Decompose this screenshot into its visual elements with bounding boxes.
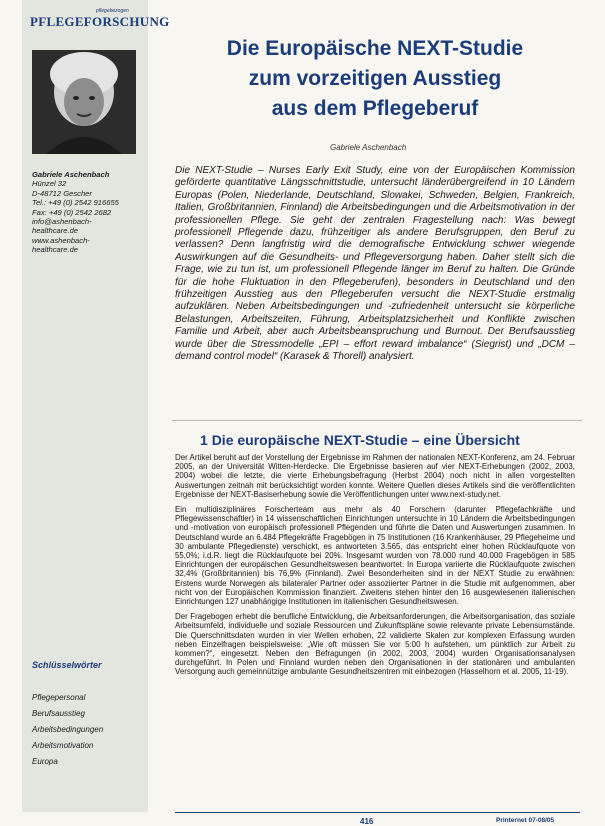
section-title: Die europäische NEXT-Studie – eine Übersicht	[211, 432, 520, 448]
footer-rule	[175, 812, 580, 813]
keyword-item: Arbeitsmotivation	[32, 741, 94, 750]
keywords-heading: Schlüsselwörter	[32, 660, 102, 670]
abstract: Die NEXT-Studie – Nurses Early Exit Study, eine von der Europäischen Kommission geförderte quantitative Längsschnittstudie, untersucht länderübergreifend in 10 Ländern Europas (Polen, Niederlande, Deutschland, Slowakei, Schweden, Belgien, Frankreich, Italien, Großbritannien, Finnland) die Arbeitsbedingungen und die Arbeitsmotivation in der professionellen Pflege. Sie geht der zentralen Fragestellung nach: Was bewegt professionell Pflegende dazu, frühzeitiger als andere Berufsgruppen, den Beruf zu verlassen? Denn langfristig wird die demografische Entwicklung schwer wiegende Auswirkungen auf die Gesundheits- und Pflegeversorgung haben. Daher stellt sich die Frage, wie zu tun ist, um professionell Pflegende länger im Beruf zu halten. Die Gründe für die hohe Fluktuation in den Pflegeberufen), besonders in Deutschland und den frühzeitigen Ausstieg aus den Pflegeberufen versucht die NEXT-Studie erstmalig aufzuklären. Neben Arbeitsbedingungen und -zufriedenheit untersucht sie körperliche Belastungen, Arbeitszeiten, Führung, Arbeitsplatzsicherheit und Konflikte zwischen Familie und Arbeit, aber auch Arbeitsbeanspruchung und Burnout. Der Berufsausstieg wurde über die Stressmodelle „EPI – effort reward imbalance“ (Siegrist) und „DCM – demand control model“ (Karasek & Thorell) analysiert.	[175, 165, 575, 363]
article-title	[175, 34, 575, 124]
title-line: aus dem Pflegeberuf	[271, 97, 479, 120]
body-text	[175, 453, 575, 683]
address-line: info@ashenbach-	[32, 217, 92, 227]
address-line: healthcare.de	[32, 245, 79, 255]
footer-source: Printernet 07-08/05	[496, 817, 555, 824]
keyword-item: Arbeitsbedingungen	[32, 725, 104, 734]
section-divider	[172, 420, 582, 421]
author-photo	[32, 50, 136, 154]
journal-superscript: pflegebezogen	[96, 8, 129, 14]
keyword-item: Pflegepersonal	[32, 693, 86, 702]
address-line: Fax: +49 (0) 2542 2682	[32, 207, 112, 217]
address-line: healthcare.de	[32, 226, 79, 236]
journal-name: PFLEGEFORSCHUNG	[30, 14, 170, 29]
keywords-list	[32, 690, 103, 770]
address-line: Tel.: +49 (0) 2542 916655	[32, 198, 119, 208]
body-paragraph: Der Artikel beruht auf der Vorstellung der Ergebnisse im Rahmen der nationalen NEXT-Konferenz, am 24. Februar 2005, an der Universität Witten-Herdecke. Die Ergebnisse basieren auf vier NEXT-Erhebungen (2002, 2003, 2004) wobei die letzte, die vierte Erhebungsbefragung (Herbst 2004) noch nicht in allen vorgestellten Auswertungen zeitnah mit berücksichtigt worden konnte. Weitere Quellen dieses Artikels sind die veröffentlichten Ergebnisse der NEXT-Basiserhebung sowie die Veröffentlichungen unter www.next-study.net.	[175, 453, 575, 499]
byline: Gabriele Aschenbach	[330, 143, 407, 152]
section-number: 1	[200, 432, 208, 448]
keyword-item: Europa	[32, 757, 58, 766]
author-name: Gabriele Aschenbach	[32, 170, 110, 179]
address-line: D-48712 Gescher	[32, 188, 92, 198]
body-paragraph: Ein multidisziplinäres Forscherteam aus mehr als 40 Forschern (darunter Pflegefachkräfte und Pflegewissenschaftler) in 14 wissenschaftlichen Einrichtungen untersuchte in 10 Ländern die Arbeitsbedingungen und -motivation von europäisch professionell Pflegenden und führte die Daten und Auswertungen zusammen. In Deutschland wurde an 6.484 Pflegekräfte Fragebögen in 75 Institutionen (16 Krankenhäuser, 29 Pflegeheime und 30 ambulante Pflegedienste) verschickt, es antworteten 3.565, das entspricht einer hohen Rücklaufquote von 55,0%; i.d.R. liegt die Rücklaufquote bei 20%. Insgesamt wurden von 78.000 rund 40.000 Fragebögen in 585 Einrichtungen der europäischen Gesundheitswesen beantwortet. In Europa variierte die Rücklaufquote zwischen 32,4% (Großbritannien) bis 76,9% (Finnland). Zwei Besonderheiten sind in der NEXT Studie zu erwähnen: Erstens wurde Norwegen als bilateraler Partner oder assoziierter Partner in die Studie mit aufgenommen, aber nicht von der Europäischen Kommission finanziert. Zweitens stehen hinter den 16 ausgewiesenen italienischen Einrichtungen 127 unabhängige Institutionen im italienischen Gesundheitswesen.	[175, 505, 575, 607]
address-line: www.ashenbach-	[32, 235, 90, 245]
address-line: Hünzel 32	[32, 179, 67, 189]
keyword-item: Berufsausstieg	[32, 709, 85, 718]
section-heading	[200, 432, 520, 448]
body-paragraph: Der Fragebogen erhebt die berufliche Entwicklung, die Arbeitsanforderungen, die Arbeitsorganisation, das soziale Arbeitsumfeld, individuelle und soziale Ressourcen und Zukunftspläne sowie relevante private Lebensumstände. Die Querschnittsdaten wurden in vier Wellen erhoben, 22 validierte Skalen zur komplexen Erfassung wurden neben Einzelfragen beispielsweise: „Wie oft müssen Sie vor 5:00 h aufstehen, um pünktlich zur Arbeit zu kommen?“, eingesetzt. Neben den Befragungen (in 2002, 2003, 2004) wurden Organisationsanalysen durchgeführt. In Polen und Finnland wurden neben den Organisationen in der stationären und ambulanten Versorgung auch gemeinnützige ambulante Gesundheitszentren mit einbezogen (Hasselhorn et al. 2005, 11-19).	[175, 612, 575, 677]
title-line: zum vorzeitigen Ausstieg	[248, 67, 502, 90]
author-portrait-image	[32, 50, 136, 154]
page-number: 416	[360, 817, 374, 826]
title-line: Die Europäische NEXT-Studie	[226, 37, 524, 60]
author-contact	[32, 170, 144, 255]
